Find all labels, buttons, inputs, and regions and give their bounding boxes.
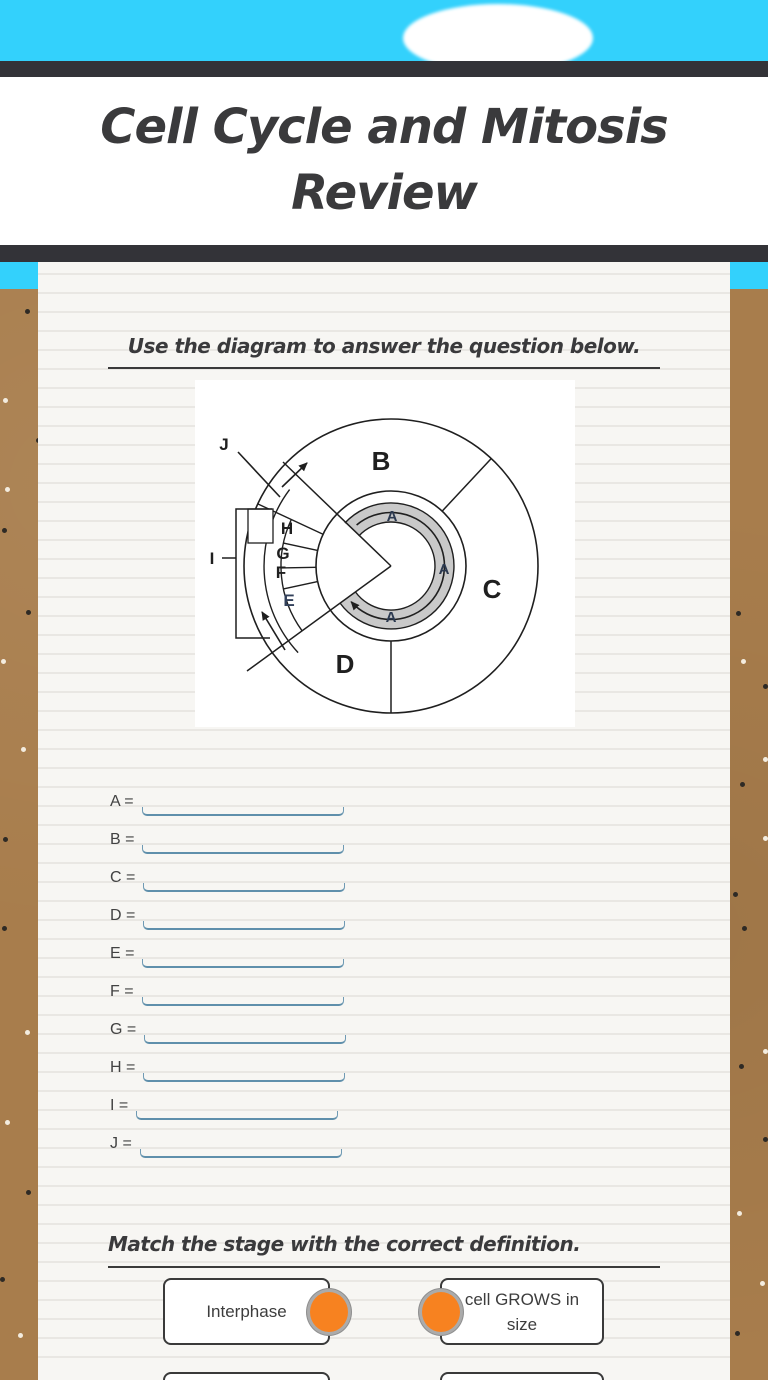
match-card-stage[interactable] bbox=[163, 1278, 330, 1345]
section-heading-diagram: Use the diagram to answer the question below. bbox=[127, 334, 641, 358]
diagram-label-e: E bbox=[283, 591, 295, 610]
speckle bbox=[736, 611, 741, 616]
match-card-label: cell GROWS in size bbox=[464, 1289, 580, 1334]
answer-label-j: J = bbox=[110, 1135, 132, 1152]
speckle bbox=[763, 1049, 768, 1054]
diagram-label-a-right: A bbox=[438, 561, 450, 578]
diagram-label-h: H bbox=[280, 519, 294, 538]
match-card-label: Interphase bbox=[206, 1302, 287, 1321]
answer-input-g[interactable] bbox=[144, 1035, 346, 1044]
cell-cycle-diagram bbox=[195, 380, 575, 727]
answer-label-g: G = bbox=[110, 1021, 137, 1038]
answer-row bbox=[110, 1049, 510, 1087]
speckle bbox=[763, 836, 768, 841]
answer-input-j[interactable] bbox=[140, 1149, 342, 1158]
answer-input-i[interactable] bbox=[136, 1111, 338, 1120]
divider-bar-bottom bbox=[0, 245, 768, 262]
diagram-label-a-top: A bbox=[386, 508, 398, 525]
answer-row bbox=[110, 973, 510, 1011]
speckle bbox=[763, 1137, 768, 1142]
answer-row bbox=[110, 1011, 510, 1049]
diagram-label-b: B bbox=[371, 446, 391, 476]
answer-row bbox=[110, 783, 510, 821]
answer-row bbox=[110, 935, 510, 973]
answer-row bbox=[110, 859, 510, 897]
speckle bbox=[737, 1211, 742, 1216]
diagram-label-i: I bbox=[209, 549, 215, 568]
heading-underline bbox=[108, 1266, 660, 1268]
match-card-definition[interactable] bbox=[440, 1372, 604, 1380]
match-handle[interactable] bbox=[419, 1289, 463, 1335]
speckle bbox=[2, 528, 7, 533]
section-heading-match: Match the stage with the correct definition. bbox=[108, 1232, 581, 1256]
speckle bbox=[26, 1190, 31, 1195]
speckle bbox=[3, 837, 8, 842]
speckle bbox=[1, 659, 6, 664]
answer-input-d[interactable] bbox=[143, 921, 345, 930]
speckle bbox=[25, 309, 30, 314]
answer-input-h[interactable] bbox=[143, 1073, 345, 1082]
answer-label-i: I = bbox=[110, 1097, 129, 1114]
header-banner bbox=[0, 0, 768, 61]
worksheet-paper bbox=[38, 262, 730, 1380]
speckle bbox=[3, 398, 8, 403]
diagram-label-g: G bbox=[276, 544, 290, 563]
speckle bbox=[18, 1333, 23, 1338]
answer-input-b[interactable] bbox=[142, 845, 344, 854]
diagram-label-d: D bbox=[335, 649, 355, 679]
answer-row bbox=[110, 1125, 510, 1163]
answer-row bbox=[110, 1087, 510, 1125]
speckle bbox=[21, 747, 26, 752]
speckle bbox=[733, 892, 738, 897]
diagram-label-f: F bbox=[275, 563, 287, 582]
answer-row bbox=[110, 897, 510, 935]
diagram-label-c: C bbox=[482, 574, 502, 604]
diagram-label-j: J bbox=[219, 435, 229, 454]
answer-label-f: F = bbox=[110, 983, 134, 1000]
answer-input-c[interactable] bbox=[143, 883, 345, 892]
answer-label-h: H = bbox=[110, 1059, 136, 1076]
speckle bbox=[742, 926, 747, 931]
speckle bbox=[763, 684, 768, 689]
worksheet-title bbox=[0, 77, 768, 226]
speckle bbox=[760, 1281, 765, 1286]
title-band bbox=[0, 77, 768, 245]
title-line-2: Review bbox=[291, 165, 477, 221]
speckle bbox=[739, 1064, 744, 1069]
speckle bbox=[5, 1120, 10, 1125]
heading-underline bbox=[108, 367, 660, 369]
answer-label-b: B = bbox=[110, 831, 135, 848]
match-card-stage[interactable] bbox=[163, 1372, 330, 1380]
match-handle[interactable] bbox=[307, 1289, 351, 1335]
speckle bbox=[2, 926, 7, 931]
speckle bbox=[741, 659, 746, 664]
speckle bbox=[25, 1030, 30, 1035]
answer-label-e: E = bbox=[110, 945, 135, 962]
answer-list bbox=[110, 783, 510, 1163]
answer-row bbox=[110, 821, 510, 859]
answer-input-a[interactable] bbox=[142, 807, 344, 816]
answer-label-d: D = bbox=[110, 907, 136, 924]
answer-input-f[interactable] bbox=[142, 997, 344, 1006]
speckle bbox=[735, 1331, 740, 1336]
speckle bbox=[5, 487, 10, 492]
speckle bbox=[26, 610, 31, 615]
match-card-definition[interactable] bbox=[440, 1278, 604, 1345]
answer-label-a: A = bbox=[110, 793, 134, 810]
title-line-1: Cell Cycle and Mitosis bbox=[100, 99, 668, 155]
answer-label-c: C = bbox=[110, 869, 136, 886]
speckle bbox=[740, 782, 745, 787]
answer-input-e[interactable] bbox=[142, 959, 344, 968]
diagram-label-a-bottom: A bbox=[385, 609, 397, 626]
speckle bbox=[0, 1277, 5, 1282]
divider-bar-top bbox=[0, 61, 768, 77]
cell-cycle-diagram-svg bbox=[195, 380, 575, 727]
speckle bbox=[763, 757, 768, 762]
